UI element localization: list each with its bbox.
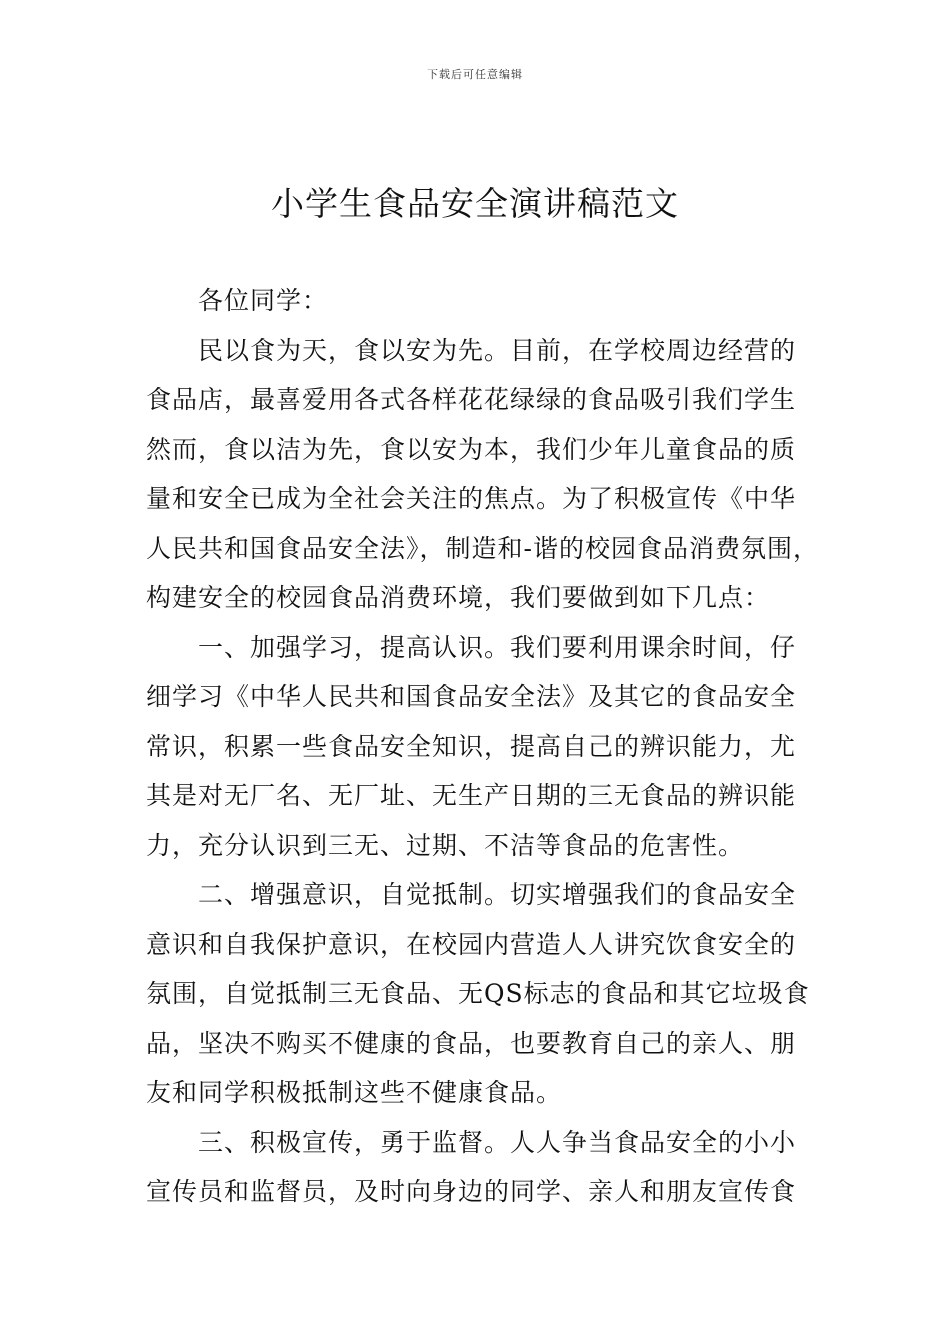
body-line: 人民共和国食品安全法》，制造和-谐的校园食品消费氛围， — [146, 533, 819, 563]
body-line: 三、积极宣传，勇于监督。人人争当食品安全的小小 — [198, 1127, 797, 1157]
body-line: 细学习《中华人民共和国食品安全法》及其它的食品安全 — [146, 682, 797, 711]
body-line: 力，充分认识到三无、过期、不洁等食品的危害性。 — [146, 830, 745, 860]
body-line: 构建安全的校园食品消费环境，我们要做到如下几点： — [146, 583, 771, 612]
body-line: 一、加强学习，提高认识。我们要利用课余时间，仔 — [198, 632, 797, 662]
body-line: 各位同学： — [198, 286, 329, 315]
body-line: 意识和自我保护意识，在校园内营造人人讲究饮食安全的 — [146, 929, 797, 959]
body-line: 其是对无厂名、无厂址、无生产日期的三无食品的辨识能 — [146, 781, 797, 810]
body-line: 宣传员和监督员，及时向身边的同学、亲人和朋友宣传食 — [146, 1177, 797, 1206]
body-line: 量和安全已成为全社会关注的焦点。为了积极宣传《中华 — [146, 484, 797, 513]
body-line: 民以食为天，食以安为先。目前，在学校周边经营的 — [198, 335, 797, 365]
header-note: 下载后可任意编辑 — [427, 68, 523, 81]
body-line: 常识，积累一些食品安全知识，提高自己的辨识能力，尤 — [146, 731, 797, 761]
document-title: 小学生食品安全演讲稿范文 — [271, 184, 679, 223]
document-body — [146, 280, 836, 1221]
body-line: 然而，食以洁为先，食以安为本，我们少年儿童食品的质 — [146, 434, 797, 464]
body-line: 氛围，自觉抵制三无食品、无QS标志的食品和其它垃圾食 — [146, 979, 810, 1008]
body-line: 品，坚决不购买不健康的食品，也要教育自己的亲人、朋 — [146, 1028, 797, 1058]
body-line: 友和同学积极抵制这些不健康食品。 — [146, 1078, 563, 1107]
body-line: 食品店，最喜爱用各式各样花花绿绿的食品吸引我们学生 — [146, 385, 797, 414]
body-line: 二、增强意识，自觉抵制。切实增强我们的食品安全 — [198, 880, 797, 909]
